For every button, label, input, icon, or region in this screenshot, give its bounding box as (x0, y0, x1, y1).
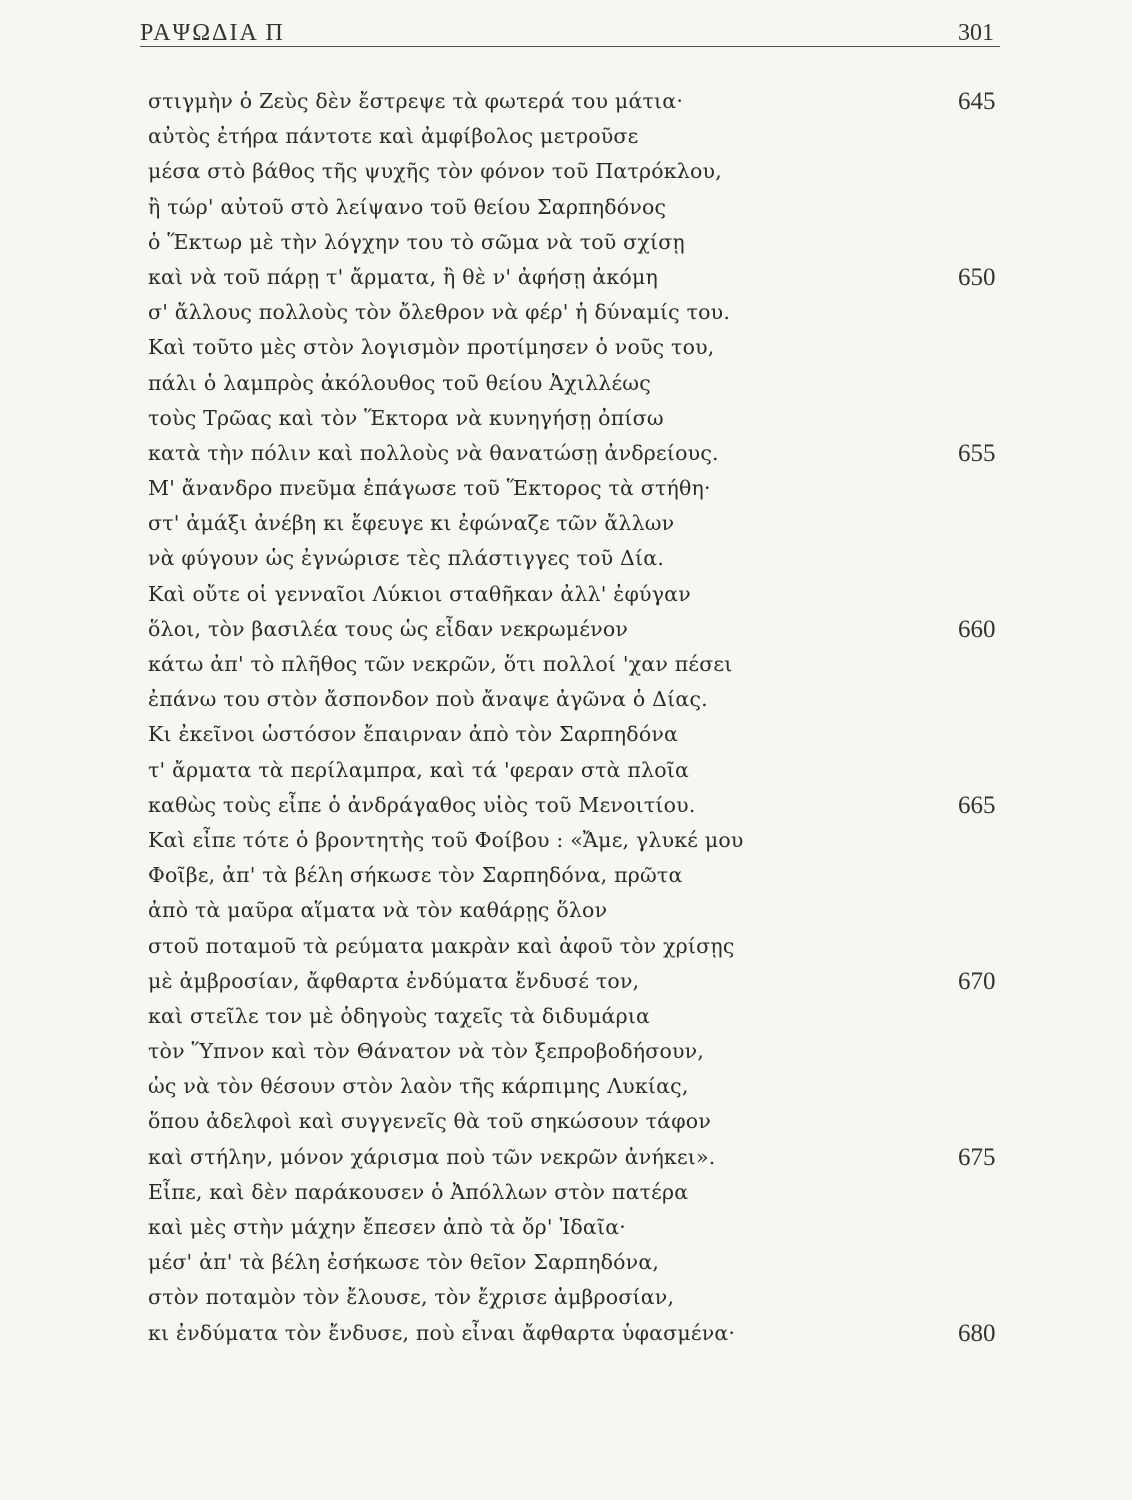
verse-line (148, 577, 1018, 612)
verse-line (148, 1210, 1018, 1245)
verse-line (148, 119, 1018, 154)
verse-text: ὡς νὰ τὸν θέσουν στὸν λαὸν τῆς κάρπιμης Λυκίας, (148, 1074, 689, 1099)
verse-text: Καὶ οὔτε οἱ γενναῖοι Λύκιοι σταθῆκαν ἀλλ' ἐφύγαν (148, 581, 691, 606)
verse-line (148, 295, 1018, 330)
verse-text: ὁ Ἕκτωρ μὲ τὴν λόγχην του τὸ σῶμα νὰ τοῦ σχίσῃ (148, 229, 685, 254)
verse-text: Εἶπε, καὶ δὲν παράκουσεν ὁ Ἀπόλλων στὸν πατέρα (148, 1179, 689, 1204)
verse-line (148, 647, 1018, 682)
verse-line (148, 788, 1018, 823)
line-number: 680 (958, 1319, 996, 1347)
verse-line (148, 1245, 1018, 1280)
line-number: 670 (958, 967, 996, 995)
verse-text: τ' ἄρματα τὰ περίλαμπρα, καὶ τά 'φεραν στὰ πλοῖα (148, 757, 690, 782)
verse-text: Μ' ἄνανδρο πνεῦμα ἐπάγωσε τοῦ Ἕκτορος τὰ στήθη· (148, 476, 711, 501)
verse-line (148, 401, 1018, 436)
verse-line (148, 471, 1018, 506)
verse-line (148, 330, 1018, 365)
verse-text: καὶ νὰ τοῦ πάρῃ τ' ἄρματα, ἢ θὲ ν' ἀφήσῃ ἀκόμη (148, 264, 658, 289)
verse-line (148, 893, 1018, 928)
verse-line (148, 999, 1018, 1034)
verse-text: μὲ ἀμβροσίαν, ἄφθαρτα ἐνδύματα ἔνδυσέ τον, (148, 968, 640, 993)
line-number: 660 (958, 615, 996, 643)
verse-text: ὅπου ἀδελφοὶ καὶ συγγενεῖς θὰ τοῦ σηκώσουν τάφον (148, 1109, 711, 1134)
verse-text: καὶ στεῖλε τον μὲ ὁδηγοὺς ταχεῖς τὰ διδυμάρια (148, 1003, 651, 1028)
verse-list (148, 84, 1018, 1351)
line-number: 675 (958, 1143, 996, 1171)
line-number: 655 (958, 439, 996, 467)
verse-line (148, 436, 1018, 471)
line-number: 645 (958, 88, 996, 115)
verse-text: τὸν Ὕπνον καὶ τὸν Θάνατον νὰ τὸν ξεπροβοδήσουν, (148, 1039, 705, 1064)
verse-text: στοῦ ποταμοῦ τὰ ρεύματα μακρὰν καὶ ἀφοῦ τὸν χρίσῃς (148, 933, 735, 958)
verse-line (148, 506, 1018, 541)
header-rule (140, 46, 1000, 47)
verse-line (148, 682, 1018, 717)
verse-text: καθὼς τοὺς εἶπε ὁ ἀνδράγαθος υἱὸς τοῦ Μενοιτίου. (148, 792, 696, 817)
verse-text: μέσα στὸ βάθος τῆς ψυχῆς τὸν φόνον τοῦ Πατρόκλου, (148, 159, 722, 184)
verse-text: ἀπὸ τὰ μαῦρα αἵματα νὰ τὸν καθάρῃς ὅλον (148, 898, 608, 923)
verse-line (148, 858, 1018, 893)
verse-line (148, 612, 1018, 647)
line-number: 665 (958, 791, 996, 819)
verse-line (148, 717, 1018, 752)
verse-text: κι ἐνδύματα τὸν ἔνδυσε, ποὺ εἶναι ἄφθαρτα ὑφασμένα· (148, 1320, 736, 1345)
verse-line (148, 366, 1018, 401)
verse-line (148, 260, 1018, 295)
verse-text: αὐτὸς ἐτήρα πάντοτε καὶ ἀμφίβολος μετροῦσε (148, 124, 639, 149)
verse-line (148, 1034, 1018, 1069)
verse-line (148, 154, 1018, 189)
verse-line (148, 753, 1018, 788)
verse-line (148, 1104, 1018, 1139)
verse-text: νὰ φύγουν ὡς ἐγνώρισε τὲς πλάστιγγες τοῦ Δία. (148, 546, 665, 571)
page-header (140, 16, 994, 56)
verse-text: στ' ἀμάξι ἀνέβη κι ἔφευγε κι ἐφώναζε τῶν ἄλλων (148, 511, 675, 536)
verse-text: ἢ τώρ' αὐτοῦ στὸ λείψανο τοῦ θείου Σαρπηδόνος (148, 194, 667, 219)
verse-text: πάλι ὁ λαμπρὸς ἀκόλουθος τοῦ θείου Ἀχιλλέως (148, 370, 651, 395)
verse-line (148, 84, 1018, 119)
verse-text: κάτω ἀπ' τὸ πλῆθος τῶν νεκρῶν, ὅτι πολλοί 'χαν πέσει (148, 652, 733, 676)
verse-text: Καὶ εἶπε τότε ὁ βροντητὴς τοῦ Φοίβου : «Ἄμε, γλυκέ μου (148, 827, 744, 852)
verse-text: μέσ' ἀπ' τὰ βέλη ἐσήκωσε τὸν θεῖον Σαρπηδόνα, (148, 1250, 660, 1275)
verse-line (148, 541, 1018, 576)
verse-text: καὶ στήλην, μόνον χάρισμα ποὺ τῶν νεκρῶν ἀνήκει». (148, 1144, 716, 1169)
line-number: 650 (958, 263, 996, 291)
verse-text: σ' ἄλλους πολλοὺς τὸν ὄλεθρον νὰ φέρ' ἡ δύναμίς του. (148, 300, 731, 325)
verse-text: Κι ἐκεῖνοι ὡστόσον ἔπαιρναν ἀπὸ τὸν Σαρπηδόνα (148, 722, 679, 747)
verse-line (148, 190, 1018, 225)
verse-text: στὸν ποταμὸν τὸν ἔλουσε, τὸν ἔχρισε ἀμβροσίαν, (148, 1285, 675, 1310)
verse-text: στιγμὴν ὁ Ζεὺς δὲν ἔστρεψε τὰ φωτερά του μάτια· (148, 89, 684, 113)
verse-line (148, 1280, 1018, 1315)
running-head: ΡΑΨΩΔΙΑ Π (140, 20, 285, 46)
verse-text: καὶ μὲς στὴν μάχην ἔπεσεν ἀπὸ τὰ ὄρ' Ἰδαῖα· (148, 1215, 626, 1239)
verse-line (148, 1316, 1018, 1351)
verse-line (148, 929, 1018, 964)
verse-text: Καὶ τοῦτο μὲς στὸν λογισμὸν προτίμησεν ὁ νοῦς του, (148, 335, 715, 360)
verse-line (148, 1140, 1018, 1175)
verse-text: κατὰ τὴν πόλιν καὶ πολλοὺς νὰ θανατώσῃ ἀνδρείους. (148, 440, 719, 465)
page-number: 301 (958, 20, 994, 46)
verse-line (148, 1175, 1018, 1210)
verse-text: ὅλοι, τὸν βασιλέα τους ὡς εἶδαν νεκρωμένον (148, 616, 629, 641)
verse-text: τοὺς Τρῶας καὶ τὸν Ἕκτορα νὰ κυνηγήσῃ ὀπίσω (148, 405, 664, 430)
verse-line (148, 1069, 1018, 1104)
verse-text: Φοῖβε, ἀπ' τὰ βέλη σήκωσε τὸν Σαρπηδόνα, πρῶτα (148, 863, 683, 888)
verse-line (148, 225, 1018, 260)
verse-line (148, 823, 1018, 858)
verse-text: ἐπάνω του στὸν ἄσπονδον ποὺ ἄναψε ἀγῶνα ὁ Δίας. (148, 687, 708, 712)
verse-line (148, 964, 1018, 999)
